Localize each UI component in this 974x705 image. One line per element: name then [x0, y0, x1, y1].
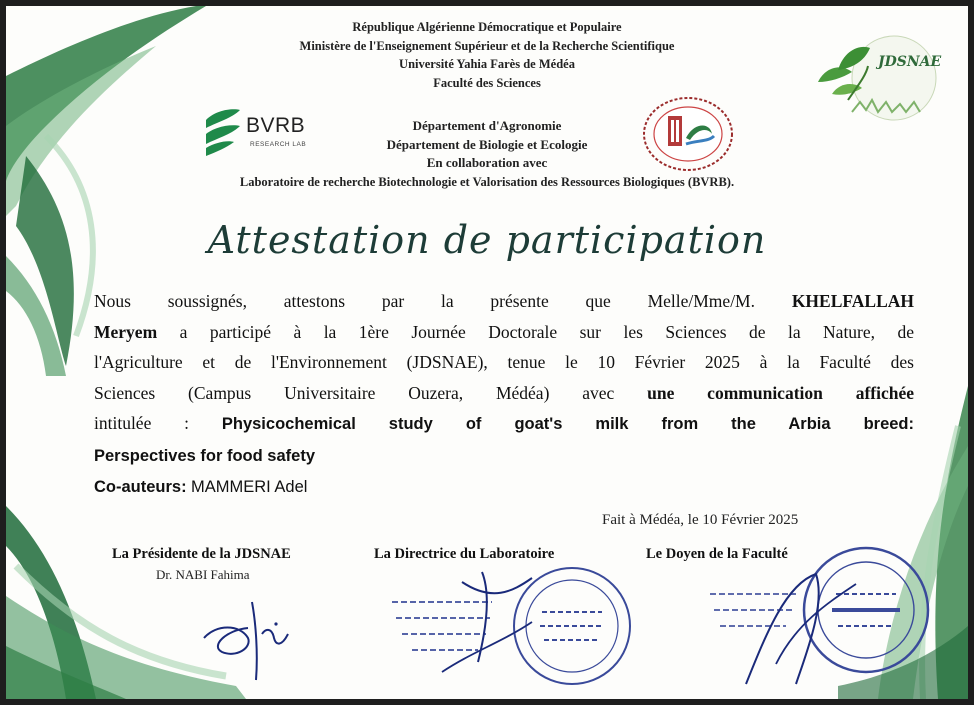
body-line-3 — [94, 347, 914, 378]
header-faculty: Faculté des Sciences — [433, 75, 541, 90]
place-and-date: Fait à Médéa, le 10 Février 2025 — [602, 512, 799, 528]
body-line-5 — [94, 408, 914, 440]
jdsnae-logo-text: JDSNAE — [878, 54, 942, 70]
header-collaboration: En collaboration avec — [426, 155, 548, 170]
body-event: l'Agriculture et de l'Environnement (JDSNAE), tenue le 10 Février 2025 à la Faculté des — [94, 352, 914, 372]
bvrb-leaf-icon — [202, 106, 244, 158]
coauthors-label: Co-auteurs: — [94, 478, 187, 496]
faculty-stamp — [706, 544, 956, 694]
university-emblem-logo — [638, 94, 738, 174]
bvrb-logo-text: BVRB — [246, 114, 306, 137]
president-title: La Présidente de la JDSNAE — [112, 546, 291, 562]
body-line-2 — [94, 317, 914, 348]
director-title: La Directrice du Laboratoire — [374, 546, 555, 562]
certificate-body — [94, 286, 914, 503]
coauthors-value: MAMMERI Adel — [190, 478, 308, 496]
certificate-page — [6, 6, 968, 699]
certificate-title: Attestation de participation — [207, 218, 767, 262]
bvrb-logo — [202, 106, 332, 158]
laboratory-stamp — [382, 562, 642, 694]
president-name: Dr. NABI Fahima — [156, 567, 250, 582]
header-dept-agronomy: Département d'Agronomie — [412, 118, 562, 133]
body-line-7 — [94, 471, 914, 503]
participant-last-name: KHELFALLAH — [791, 291, 915, 311]
header-university: Université Yahia Farès de Médéa — [399, 57, 575, 71]
body-line-6 — [94, 440, 914, 472]
body-line-4 — [94, 378, 914, 409]
president-signature — [196, 594, 316, 684]
communication-type: une communication affichée — [647, 382, 915, 403]
header-lab: Laboratoire de recherche Biotechnologie et Valorisation des Ressources Biologiques (BVRB). — [239, 174, 735, 189]
header-dept-biology: Département de Biologie et Ecologie — [386, 136, 588, 152]
header-ministry: Ministère de l'Enseignement Supérieur et de la Recherche Scientifique — [299, 38, 675, 53]
body-participation: a participé à la 1ère Journée Doctorale sur les Sciences de la Nature, de — [179, 321, 914, 342]
body-venue: Sciences (Campus Universitaire Ouzera, Médéa) avec — [94, 382, 615, 403]
body-line-1 — [94, 286, 914, 317]
dean-title: Le Doyen de la Faculté — [646, 546, 788, 562]
work-title-part-1: Physicochemical study of goat's milk from the Arbia breed: — [221, 415, 914, 433]
body-entitled: intitulée : — [94, 413, 190, 433]
bvrb-logo-subtext: RESEARCH LAB — [250, 141, 307, 148]
body-intro: Nous soussignés, attestons par la présente que Melle/Mme/M. — [94, 291, 755, 311]
jdsnae-logo — [808, 30, 948, 130]
header-republic: République Algérienne Démocratique et Populaire — [352, 20, 622, 34]
work-title-part-2: Perspectives for food safety — [94, 446, 315, 465]
participant-first-name: Meryem — [94, 321, 158, 342]
